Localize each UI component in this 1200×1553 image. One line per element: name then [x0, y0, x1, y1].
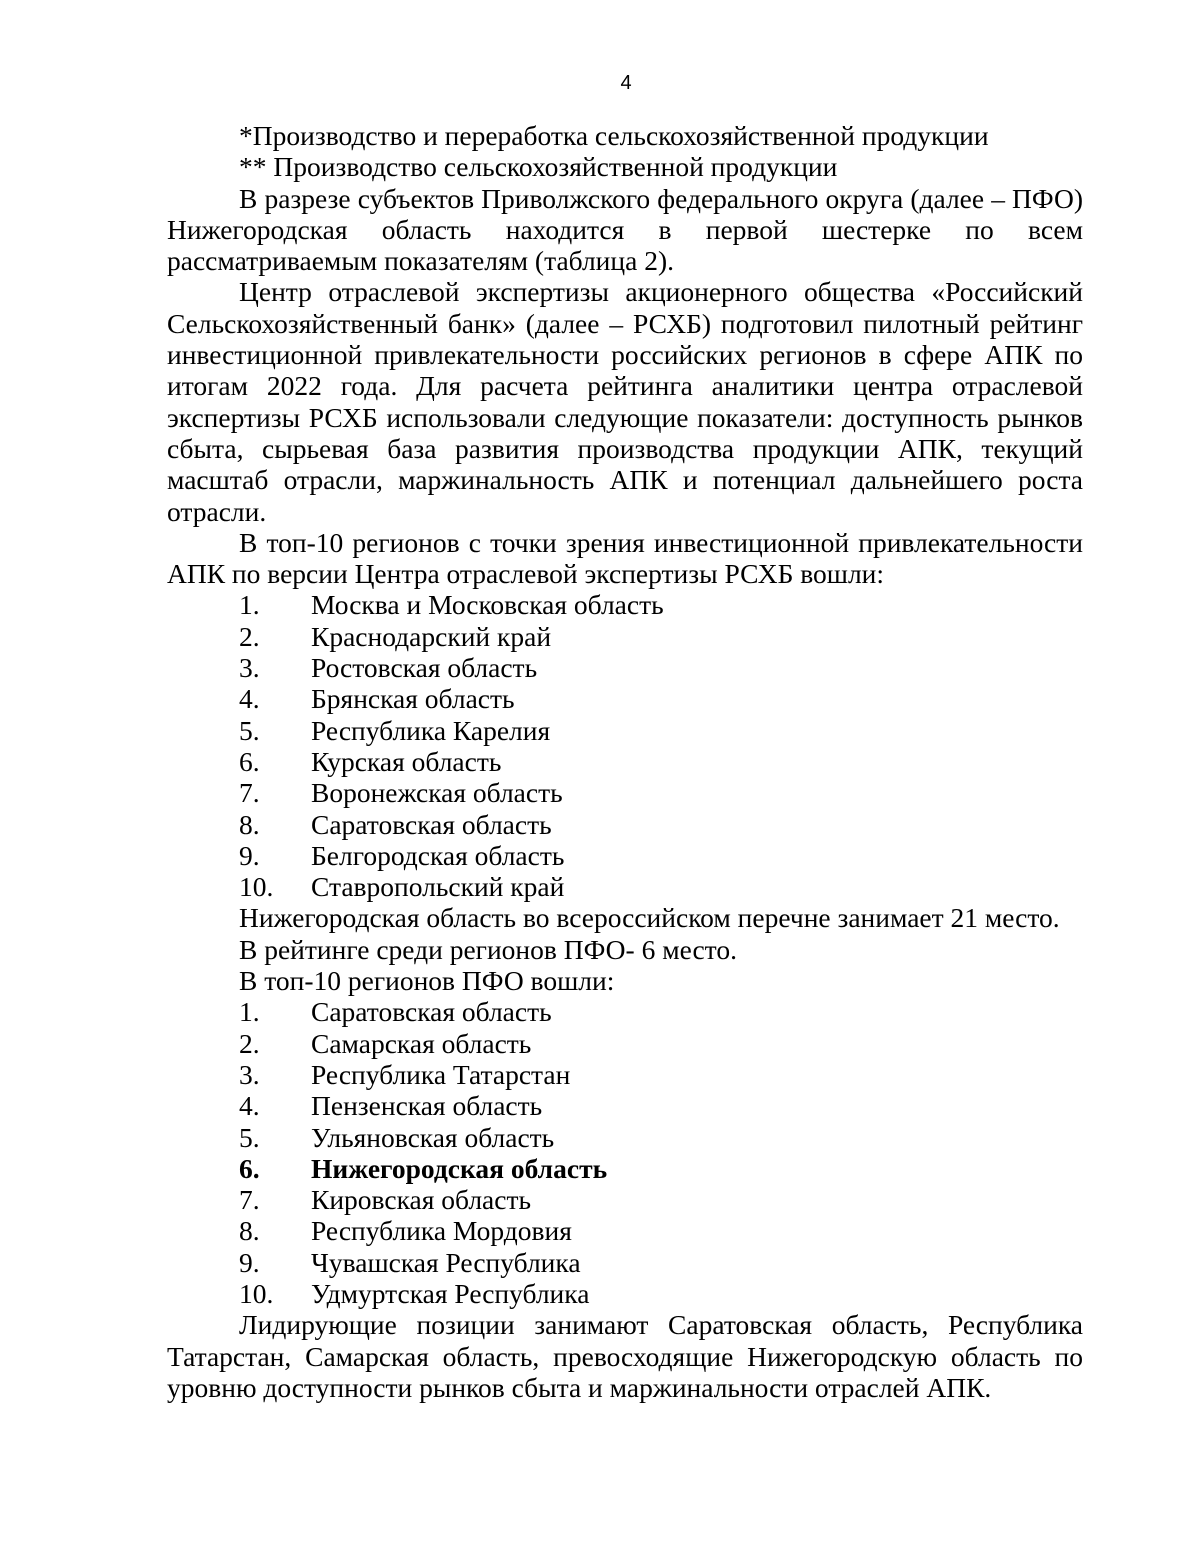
list-item — [167, 1059, 1083, 1090]
paragraph-rshb-rating: Центр отраслевой экспертизы акционерного общества «Российский Сельскохозяйственный банк» (далее – РСХБ) подготовил пилотный рейтинг инвестиционной привлекательности российских регионов в сфере АПК по итогам 2022 года. Для расчета рейтинга аналитики центра отраслевой экспертизы РСХБ использовали следующие показатели: доступность рынков сбыта, сырьевая база развития производства продукции АПК, текущий масштаб отрасли, маржинальность АПК и потенциал дальнейшего роста отрасли. — [167, 276, 1083, 527]
list-item-number: 7. — [239, 1184, 260, 1216]
list-item-name: Краснодарский край — [311, 620, 552, 652]
list-item-number: 10. — [239, 1277, 274, 1309]
nizhny-pfo-place: В рейтинге среди регионов ПФО- 6 место. — [239, 933, 737, 965]
footnote-2: ** Производство сельскохозяйственной продукции — [239, 151, 838, 183]
list-item-number: 1. — [239, 996, 260, 1028]
list-item-name: Брянская область — [311, 683, 515, 715]
top10-pfo-list — [167, 996, 1083, 1309]
page-number: 4 — [620, 72, 632, 94]
list-item-number: 8. — [239, 1215, 260, 1247]
list-item-number: 8. — [239, 808, 260, 840]
list-item — [167, 840, 1083, 871]
list-item-name: Самарская область — [311, 1027, 532, 1059]
nizhny-russia-place: Нижегородская область во всероссийском перечне занимает 21 место. — [239, 902, 1060, 934]
list-item-number: 7. — [239, 777, 260, 809]
top10-pfo-intro: В топ-10 регионов ПФО вошли: — [239, 965, 615, 997]
paragraph-top10-russia-intro: В топ-10 регионов с точки зрения инвестиционной привлекательности АПК по версии Центра отраслевой экспертизы РСХБ вошли: — [167, 526, 1083, 590]
paragraph-conclusion: Лидирующие позиции занимают Саратовская область, Республика Татарстан, Самарская область, превосходящие Нижегородскую область по уровню доступности рынков сбыта и маржинальности отраслей АПК. — [167, 1309, 1083, 1403]
list-item-name: Курская область — [311, 745, 502, 777]
list-item-number: 9. — [239, 1246, 260, 1278]
list-item — [167, 746, 1083, 777]
list-item — [167, 1028, 1083, 1059]
list-item-name: Ульяновская область — [311, 1121, 555, 1153]
list-item — [167, 621, 1083, 652]
list-item-number: 10. — [239, 871, 274, 903]
list-item-number: 2. — [239, 620, 260, 652]
list-item-name: Саратовская область — [311, 808, 552, 840]
paragraph-pfo-intro: В разрезе субъектов Приволжского федерального округа (далее – ПФО) Нижегородская область находится в первой шестерке по всем рассматриваемым показателям (таблица 2). — [167, 182, 1083, 277]
list-item-number: 1. — [239, 589, 260, 621]
list-item — [167, 652, 1083, 683]
document-body — [167, 120, 1083, 1403]
list-item-name: Нижегородская область — [311, 1152, 608, 1184]
list-item-highlighted — [167, 1153, 1083, 1184]
list-item-name: Москва и Московская область — [311, 589, 664, 621]
list-item-number: 3. — [239, 652, 260, 684]
footnote-1: *Производство и переработка сельскохозяйственной продукции — [239, 120, 989, 151]
list-item — [167, 996, 1083, 1027]
list-item-number: 6. — [239, 1152, 260, 1184]
list-item-name: Воронежская область — [311, 777, 563, 809]
list-item-name: Республика Татарстан — [311, 1058, 571, 1090]
list-item-name: Белгородская область — [311, 839, 565, 871]
list-item-name: Саратовская область — [311, 996, 552, 1028]
list-item-number: 9. — [239, 839, 260, 871]
list-item-name: Пензенская область — [311, 1090, 543, 1122]
list-item-name: Республика Мордовия — [311, 1215, 572, 1247]
list-item-number: 5. — [239, 714, 260, 746]
list-item-name: Кировская область — [311, 1184, 532, 1216]
list-item-number: 5. — [239, 1121, 260, 1153]
list-item — [167, 715, 1083, 746]
list-item-name: Республика Карелия — [311, 714, 551, 746]
list-item-name: Ростовская область — [311, 652, 538, 684]
list-item-name: Чувашская Республика — [311, 1246, 581, 1278]
list-item-number: 2. — [239, 1027, 260, 1059]
list-item — [167, 777, 1083, 808]
list-item — [167, 1122, 1083, 1153]
list-item — [167, 1278, 1083, 1309]
list-item — [167, 683, 1083, 714]
list-item-name: Удмуртская Республика — [311, 1277, 590, 1309]
list-item — [167, 589, 1083, 620]
list-item-number: 6. — [239, 745, 260, 777]
list-item — [167, 1184, 1083, 1215]
list-item — [167, 1090, 1083, 1121]
list-item-name: Ставропольский край — [311, 871, 565, 903]
list-item-number: 3. — [239, 1058, 260, 1090]
list-item — [167, 1247, 1083, 1278]
list-item — [167, 871, 1083, 902]
list-item — [167, 1215, 1083, 1246]
list-item-number: 4. — [239, 1090, 260, 1122]
top10-russia-list — [167, 589, 1083, 902]
list-item — [167, 809, 1083, 840]
list-item-number: 4. — [239, 683, 260, 715]
